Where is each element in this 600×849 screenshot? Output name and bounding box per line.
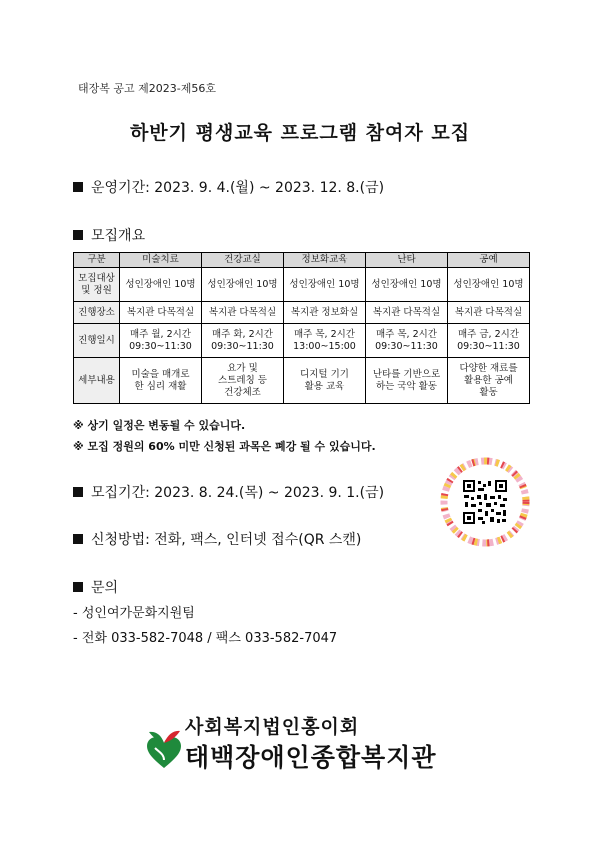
table-cell: 복지관 정보화실 <box>284 302 366 324</box>
overview-heading-text: 모집개요 <box>91 228 146 244</box>
table-header-cell: 공예 <box>448 253 530 268</box>
apply-method-text: 신청방법: 전화, 팩스, 인터넷 접수(QR 스캔) <box>91 532 362 548</box>
table-cell: 성인장애인 10명 <box>202 268 284 302</box>
org-foundation-name: 사회복지법인홍이회 <box>185 716 360 738</box>
table-header-cell: 건강교실 <box>202 253 284 268</box>
table-header-row <box>74 253 530 268</box>
operation-period <box>73 177 384 197</box>
square-bullet-icon <box>73 534 83 544</box>
table-row-label: 진행장소 <box>74 302 120 324</box>
recruit-period <box>73 482 384 502</box>
table-header-cell: 미술치료 <box>120 253 202 268</box>
table-body <box>74 268 530 404</box>
table-cell: 복지관 다목적실 <box>448 302 530 324</box>
table-row <box>74 302 530 324</box>
table-cell: 매주 화, 2시간 09:30~11:30 <box>202 324 284 358</box>
note-schedule-change: ※ 상기 일정은 변동될 수 있습니다. <box>73 419 246 432</box>
inquiry-heading-text: 문의 <box>91 580 119 596</box>
table-cell: 요가 및 스트레칭 등 건강체조 <box>202 358 284 404</box>
page-title: 하반기 평생교육 프로그램 참여자 모집 <box>129 122 471 144</box>
table-cell: 성인장애인 10명 <box>284 268 366 302</box>
table-cell: 미술을 매개로 한 심리 재활 <box>120 358 202 404</box>
table-cell: 복지관 다목적실 <box>366 302 448 324</box>
square-bullet-icon <box>73 182 83 192</box>
table-row <box>74 358 530 404</box>
table-row <box>74 324 530 358</box>
program-table <box>73 252 530 404</box>
qr-code[interactable] <box>440 457 530 547</box>
table-cell: 매주 월, 2시간 09:30~11:30 <box>120 324 202 358</box>
table-row <box>74 268 530 302</box>
inquiry-contact: - 전화 033-582-7048 / 팩스 033-582-7047 <box>73 631 338 646</box>
table-cell: 복지관 다목적실 <box>120 302 202 324</box>
table-cell: 성인장애인 10명 <box>448 268 530 302</box>
table-cell: 매주 목, 2시간 13:00~15:00 <box>284 324 366 358</box>
heart-leaf-logo-icon <box>145 726 183 770</box>
inquiry-team: - 성인여가문화지원팀 <box>73 606 195 621</box>
table-row-label: 모집대상 및 정원 <box>74 268 120 302</box>
table-cell: 복지관 다목적실 <box>202 302 284 324</box>
table-cell: 디지털 기기 활용 교육 <box>284 358 366 404</box>
table-row-label: 세부내용 <box>74 358 120 404</box>
square-bullet-icon <box>73 487 83 497</box>
overview-heading <box>73 225 145 245</box>
table-cell: 매주 금, 2시간 09:30~11:30 <box>448 324 530 358</box>
notice-number: 태장복 공고 제2023-제56호 <box>78 82 216 95</box>
square-bullet-icon <box>73 230 83 240</box>
table-row-label: 진행일시 <box>74 324 120 358</box>
org-center-name: 태백장애인종합복지관 <box>185 743 437 772</box>
inquiry-heading <box>73 577 118 597</box>
table-cell: 매주 목, 2시간 09:30~11:30 <box>366 324 448 358</box>
operation-period-text: 운영기간: 2023. 9. 4.(월) ~ 2023. 12. 8.(금) <box>91 180 385 196</box>
recruit-period-text: 모집기간: 2023. 8. 24.(목) ~ 2023. 9. 1.(금) <box>91 485 385 501</box>
table-header-cell: 난타 <box>366 253 448 268</box>
square-bullet-icon <box>73 582 83 592</box>
table-cell: 다양한 재료를 활용한 공예 활동 <box>448 358 530 404</box>
table-header-cell: 구분 <box>74 253 120 268</box>
table-cell: 성인장애인 10명 <box>366 268 448 302</box>
table-cell: 난타를 기반으로 하는 국악 활동 <box>366 358 448 404</box>
apply-method <box>73 529 361 549</box>
table-cell: 성인장애인 10명 <box>120 268 202 302</box>
table-header-cell: 정보화교육 <box>284 253 366 268</box>
note-cancellation: ※ 모집 정원의 60% 미만 신청된 과목은 폐강 될 수 있습니다. <box>73 440 376 453</box>
